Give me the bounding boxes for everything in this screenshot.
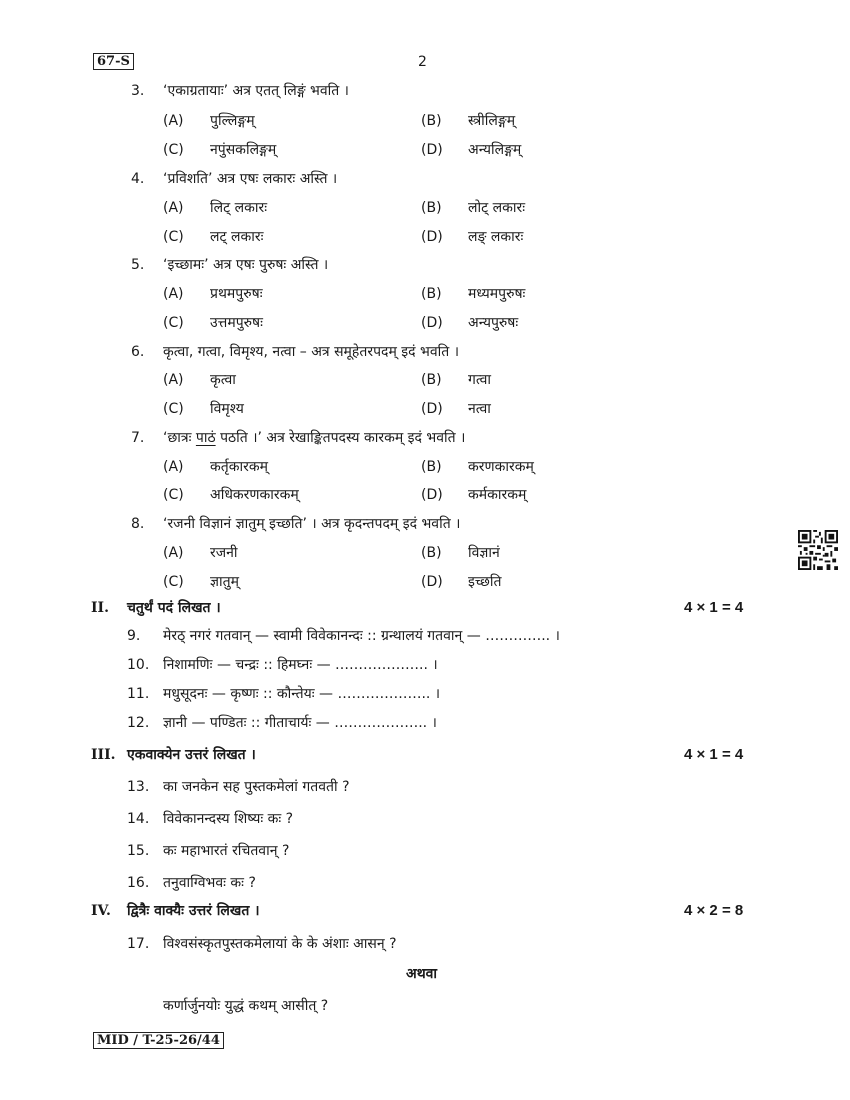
option-text: अन्यलिङ्गम्	[468, 142, 522, 158]
section-marks: 4 × 1 = 4	[684, 746, 744, 763]
question-text: ‘रजनी विज्ञानं ज्ञातुम् इच्छति’ । अत्र कृदन्तपदम् इदं भवति ।	[163, 516, 461, 532]
option-label: (C)	[163, 142, 184, 158]
option-label: (A)	[163, 200, 184, 216]
alternate-question-text: कर्णार्जुनयोः युद्धं कथम् आसीत् ?	[163, 998, 329, 1014]
page-number: 2	[418, 54, 427, 70]
section-title: चतुर्थं पदं लिखत ।	[127, 600, 221, 616]
section-title: द्वित्रैः वाक्यैः उत्तरं लिखत ।	[127, 903, 260, 919]
option-label: (D)	[421, 315, 443, 331]
option-label: (C)	[163, 401, 184, 417]
option-text: गत्वा	[468, 372, 492, 388]
question-number: 17.	[127, 936, 150, 952]
section-title: एकवाक्येन उत्तरं लिखत ।	[127, 747, 256, 763]
option-text: लङ् लकारः	[468, 229, 524, 245]
question-number: 16.	[127, 875, 150, 891]
option-text: मध्यमपुरुषः	[468, 286, 526, 302]
option-text: प्रथमपुरुषः	[210, 286, 263, 302]
option-text: लोट् लकारः	[468, 200, 526, 216]
option-text: करणकारकम्	[468, 459, 534, 475]
question-text: तनुवाग्विभवः कः ?	[163, 875, 256, 891]
question-text: कः महाभारतं रचितवान् ?	[163, 843, 290, 859]
question-text: मधुसूदनः — कृष्णः :: कौन्तेयः — ……………….. ।	[163, 686, 441, 702]
option-label: (D)	[421, 574, 443, 590]
section-number: III.	[91, 747, 116, 763]
section-number: IV.	[91, 903, 111, 919]
question-text: कृत्वा, गत्वा, विमृश्य, नत्वा – अत्र समूहेतरपदम् इदं भवति ।	[163, 344, 460, 360]
option-text: इच्छति	[468, 574, 502, 590]
question-number: 13.	[127, 779, 150, 795]
question-text: ‘प्रविशति’ अत्र एषः लकारः अस्ति ।	[163, 171, 338, 187]
option-label: (D)	[421, 142, 443, 158]
question-number: 15.	[127, 843, 150, 859]
option-label: (C)	[163, 229, 184, 245]
question-text: विश्वसंस्कृतपुस्तकमेलायां के के अंशाः आसन् ?	[163, 936, 397, 952]
footer-code: MID / T-25-26/44	[93, 1032, 224, 1049]
option-label: (C)	[163, 574, 184, 590]
option-label: (A)	[163, 459, 184, 475]
option-text: कृत्वा	[210, 372, 236, 388]
option-label: (B)	[421, 459, 442, 475]
question-text: ज्ञानी — पण्डितः :: गीताचार्यः — ……………….. ।	[163, 715, 437, 731]
question-number: 6.	[131, 344, 145, 360]
question-text	[163, 429, 465, 447]
or-label: अथवा	[406, 966, 438, 982]
option-text: कर्तृकारकम्	[210, 459, 268, 475]
option-label: (D)	[421, 401, 443, 417]
qr-code	[798, 530, 838, 570]
option-label: (B)	[421, 286, 442, 302]
question-text: निशामणिः — चन्द्रः :: हिमघ्नः — ……………….. ।	[163, 657, 438, 673]
section-marks: 4 × 2 = 8	[684, 902, 744, 919]
question-text: विवेकानन्दस्य शिष्यः कः ?	[163, 811, 294, 827]
option-label: (A)	[163, 286, 184, 302]
option-text: नत्वा	[468, 401, 491, 417]
option-text: उत्तमपुरुषः	[210, 315, 263, 331]
option-label: (A)	[163, 545, 184, 561]
paper-code: 67-S	[93, 53, 134, 70]
question-number: 9.	[127, 628, 141, 644]
option-text: स्त्रीलिङ्गम्	[468, 113, 516, 129]
option-text: रजनी	[210, 545, 238, 561]
underlined-word: पाठं	[195, 430, 216, 446]
question-number: 5.	[131, 257, 145, 273]
section-marks: 4 × 1 = 4	[684, 599, 744, 616]
question-text: मेरठ् नगरं गतवान् — स्वामी विवेकानन्दः :: ग्रन्थालयं गतवान् — ………….. ।	[163, 628, 560, 644]
question-number: 12.	[127, 715, 150, 731]
option-label: (B)	[421, 200, 442, 216]
option-label: (B)	[421, 545, 442, 561]
option-text: लिट् लकारः	[210, 200, 268, 216]
question-number: 4.	[131, 171, 145, 187]
option-label: (B)	[421, 372, 442, 388]
option-text: अन्यपुरुषः	[468, 315, 519, 331]
question-text: ‘इच्छामः’ अत्र एषः पुरुषः अस्ति ।	[163, 257, 329, 273]
question-text: ‘एकाग्रतायाः’ अत्र एतत् लिङ्गं भवति ।	[163, 83, 349, 99]
option-text: अधिकरणकारकम्	[210, 487, 299, 503]
section-number: II.	[91, 600, 109, 616]
option-label: (A)	[163, 113, 184, 129]
option-text: विज्ञानं	[468, 545, 500, 561]
question-text-part: पठति ।’ अत्र रेखाङ्कितपदस्य कारकम् इदं भवति ।	[215, 430, 466, 446]
option-text: लट् लकारः	[210, 229, 264, 245]
option-label: (D)	[421, 487, 443, 503]
question-text: का जनकेन सह पुस्तकमेलां गतवती ?	[163, 779, 350, 795]
option-label: (C)	[163, 487, 184, 503]
option-text: कर्मकारकम्	[468, 487, 527, 503]
option-text: पुल्लिङ्गम्	[210, 113, 255, 129]
option-text: ज्ञातुम्	[210, 574, 239, 590]
question-text-part: ‘छात्रः	[163, 430, 196, 446]
option-label: (D)	[421, 229, 443, 245]
option-label: (B)	[421, 113, 442, 129]
option-text: नपुंसकलिङ्गम्	[210, 142, 277, 158]
question-number: 11.	[127, 686, 150, 702]
option-text: विमृश्य	[210, 401, 244, 417]
question-number: 10.	[127, 657, 150, 673]
option-label: (A)	[163, 372, 184, 388]
question-number: 7.	[131, 430, 145, 446]
question-number: 3.	[131, 83, 145, 99]
question-number: 14.	[127, 811, 150, 827]
option-label: (C)	[163, 315, 184, 331]
question-number: 8.	[131, 516, 145, 532]
